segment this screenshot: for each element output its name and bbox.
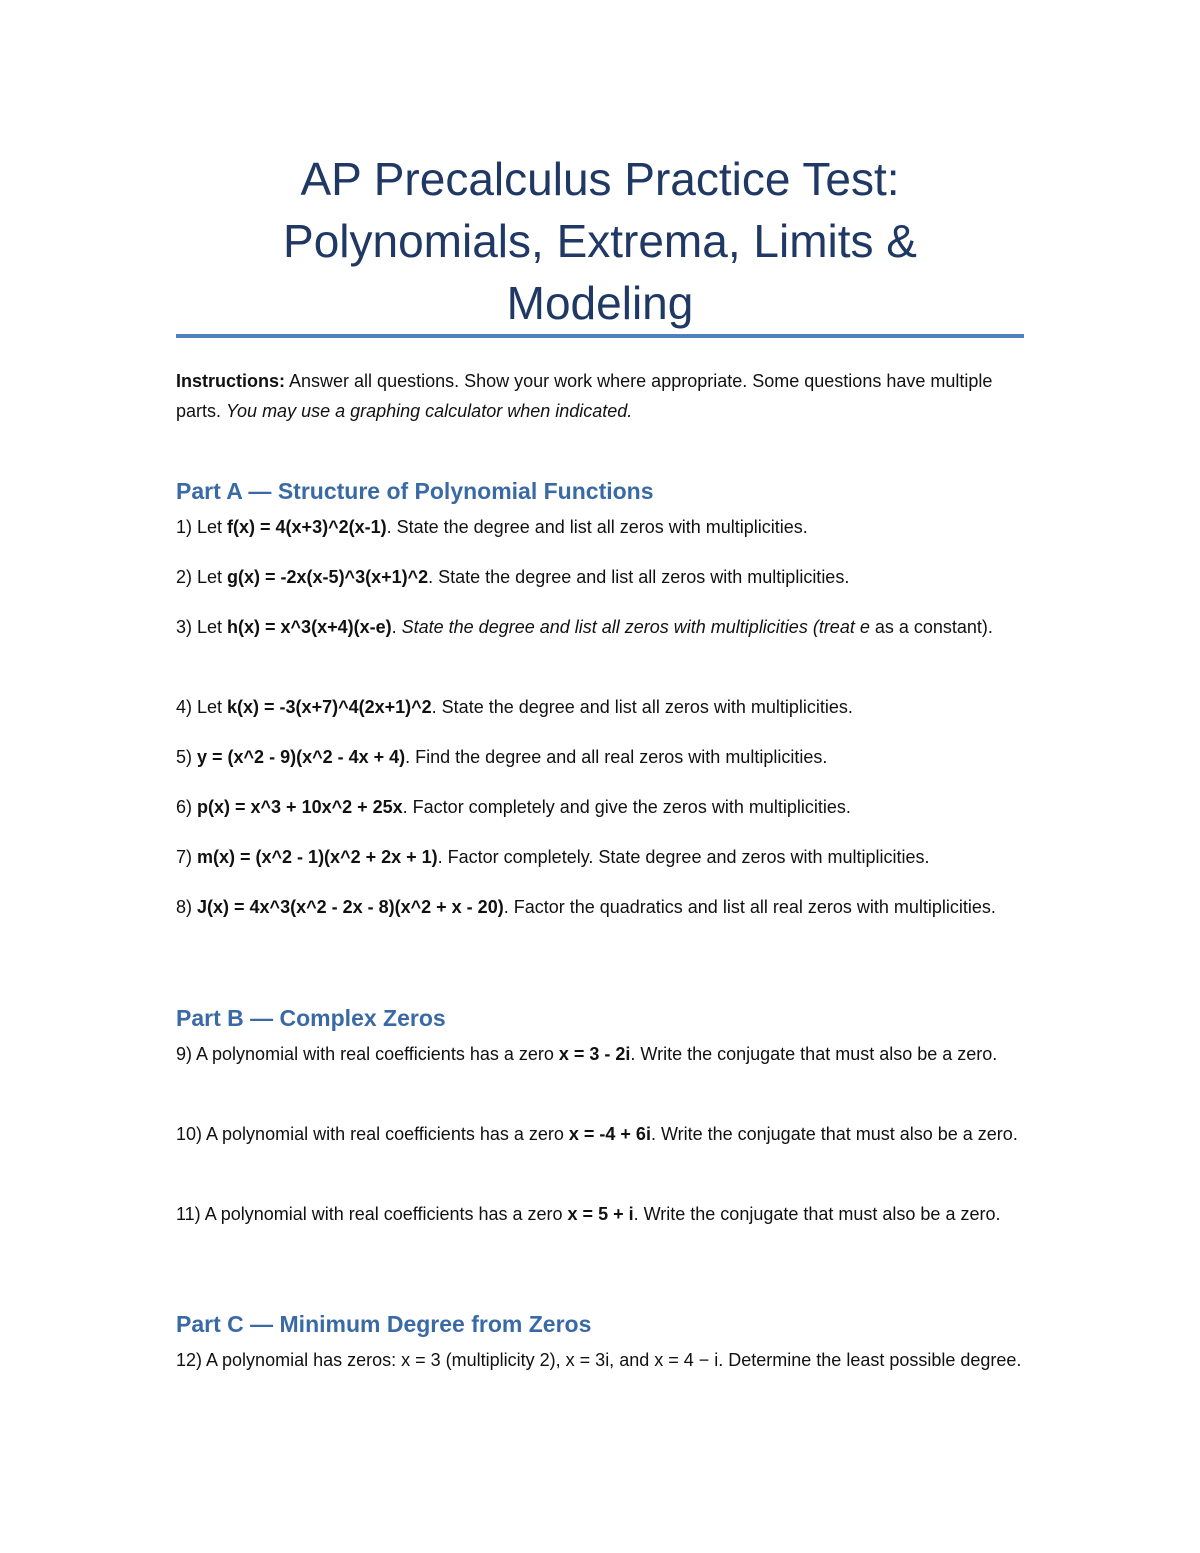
- page-title: [176, 148, 1024, 334]
- question-1: 1) Let f(x) = 4(x+3)^2(x-1). State the degree and list all zeros with multiplicities.: [176, 517, 808, 537]
- instructions: [176, 366, 1026, 426]
- question-6: 6) p(x) = x^3 + 10x^2 + 25x. Factor completely and give the zeros with multiplicities.: [176, 797, 851, 817]
- question-8: 8) J(x) = 4x^3(x^2 - 2x - 8)(x^2 + x - 20). Factor the quadratics and list all real zeros with multiplicities.: [176, 897, 996, 917]
- question-5: 5) y = (x^2 - 9)(x^2 - 4x + 4). Find the degree and all real zeros with multiplicities.: [176, 747, 828, 767]
- question-4: 4) Let k(x) = -3(x+7)^4(2x+1)^2. State the degree and list all zeros with multiplicities.: [176, 697, 853, 717]
- instructions-label: Instructions:: [176, 371, 286, 391]
- part-b-heading: Part B — Complex Zeros: [176, 1005, 446, 1031]
- question-12: 12) A polynomial has zeros: x = 3 (multiplicity 2), x = 3i, and x = 4 − i. Determine the least possible degree.: [176, 1350, 1022, 1370]
- instructions-italic: You may use a graphing calculator when indicated.: [226, 401, 633, 421]
- title-line-2: Polynomials, Extrema, Limits &: [283, 215, 917, 267]
- part-c-heading: Part C — Minimum Degree from Zeros: [176, 1311, 592, 1337]
- title-line-3: Modeling: [506, 277, 694, 329]
- question-10: 10) A polynomial with real coefficients has a zero x = -4 + 6i. Write the conjugate that must also be a zero.: [176, 1124, 1018, 1144]
- question-3: 3) Let h(x) = x^3(x+4)(x-e). State the degree and list all zeros with multiplicities (treat e as a constant).: [176, 617, 993, 637]
- instructions-text: Answer all questions. Show your work where appropriate. Some questions have multiple parts.: [176, 371, 993, 421]
- question-9: 9) A polynomial with real coefficients has a zero x = 3 - 2i. Write the conjugate that must also be a zero.: [176, 1044, 998, 1064]
- part-a-heading: Part A — Structure of Polynomial Functions: [176, 478, 654, 504]
- title-line-1: AP Precalculus Practice Test:: [300, 153, 900, 205]
- question-2: 2) Let g(x) = -2x(x-5)^3(x+1)^2. State the degree and list all zeros with multiplicities.: [176, 567, 850, 587]
- title-divider: [176, 334, 1024, 338]
- question-11: 11) A polynomial with real coefficients has a zero x = 5 + i. Write the conjugate that must also be a zero.: [176, 1204, 1001, 1224]
- question-7: 7) m(x) = (x^2 - 1)(x^2 + 2x + 1). Factor completely. State degree and zeros with multiplicities.: [176, 847, 930, 867]
